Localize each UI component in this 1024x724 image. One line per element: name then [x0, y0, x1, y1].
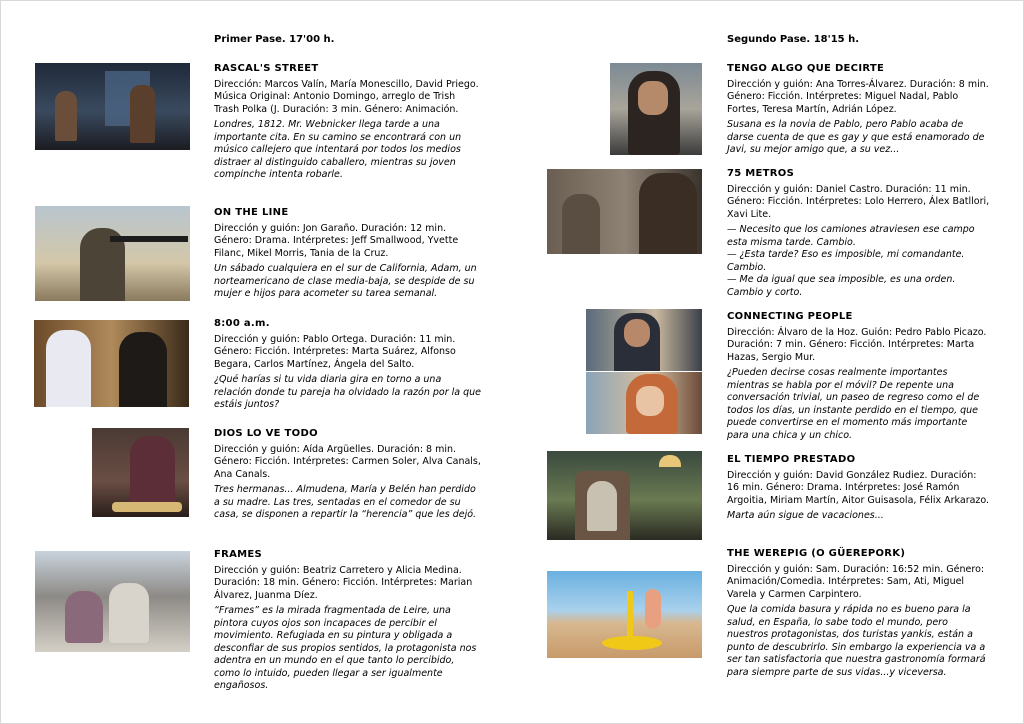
film-still-75-metros [547, 169, 702, 254]
film-synopsis: Marta aún sigue de vacaciones... [727, 510, 884, 521]
film-still-tengo-algo-que-decirte [610, 63, 702, 155]
session-1-title: Primer Pase. 17'00 h. [214, 34, 335, 45]
film-credits: Dirección y guión: Jon Garaño. Duración: 12 min. Género: Drama. Intérpretes: Jeff Smallwood, Yvette Filanc, Mikel Morris, Tania de la Cruz. [214, 222, 459, 259]
film-still-connecting-people-1 [586, 309, 702, 371]
film-frames [214, 549, 482, 693]
film-credits: Dirección: Marcos Valín, María Monescillo, David Priego. Música Original: Antonio Domingo, arreglo de Trish Trash Polka (J. Duración: 3 min. Género: Animación. [214, 78, 479, 115]
film-tengo-algo-que-decirte [727, 63, 991, 157]
film-synopsis: ¿Pueden decirse cosas realmente importantes mientras se habla por el móvil? De repente una conversación trivial, un paseo de regreso como el de todos los días, un instante perdido en el tiempo, que puede convertirse en el momento más importante para una chica y un chico. [727, 367, 980, 441]
film-credits: Dirección y guión: Beatriz Carretero y Alicia Medina. Duración: 18 min. Género: Ficción. Intérpretes: Marian Álvarez, Juanma Díez. [214, 564, 473, 601]
film-synopsis: Tres hermanas... Almudena, María y Belén han perdido a su madre. Las tres, sentadas en el comedor de su casa, se disponen a repartir la “herencia” que les dejó. [214, 484, 477, 520]
film-synopsis: Que la comida basura y rápida no es bueno para la salud, en España, lo sabe todo el mundo, pero nuestros protagonistas, dos turistas yankis, están a punto de descubrirlo. Sin embargo la experiencia va a ser tan satisfactoria que nuestra gastronomía formará para siempre parte de sus vidas...y viceversa. [727, 604, 986, 678]
film-el-tiempo-prestado [727, 454, 991, 523]
film-title: EL TIEMPO PRESTADO [727, 454, 856, 465]
film-credits: Dirección: Álvaro de la Hoz. Guión: Pedro Pablo Picazo. Duración: 7 min. Género: Ficción. Intérpretes: Marta Hazas, Sergio Mur. [727, 326, 987, 363]
film-synopsis: Londres, 1812. Mr. Webnicker llega tarde a una importante cita. En su camino se encontrará con un músico callejero que intentará por todos los medios distraer al distinguido caballero, mientras su joven compinche intenta robarle. [214, 119, 462, 180]
film-still-connecting-people-2 [586, 372, 702, 434]
film-rascals-street [214, 63, 482, 182]
film-credits: Dirección y guión: Pablo Ortega. Duración: 11 min. Género: Ficción. Intérpretes: Marta Suárez, Alfonso Begara, Carlos Martínez, Ángela del Salto. [214, 333, 456, 370]
film-still-the-werepig [547, 571, 702, 658]
film-8am [214, 318, 482, 412]
film-synopsis: Susana es la novia de Pablo, pero Pablo acaba de darse cuenta de que es gay y que está enamorado de Javi, su mejor amigo que, a su vez... [727, 119, 985, 155]
film-title: RASCAL'S STREET [214, 63, 319, 74]
film-still-frames [35, 551, 190, 652]
film-title: 75 METROS [727, 168, 795, 179]
film-title: DIOS LO VE TODO [214, 428, 318, 439]
film-synopsis: “Frames” es la mirada fragmentada de Leire, una pintora cuyos ojos son incapaces de percibir el movimiento. Refugiada en su pintura y obligada a desconfiar de sus propios sentidos, la protagonista nos adentra en un mundo en el que tanto lo percibido, como lo intuido, pueden llegar a ser igualmente engañosos. [214, 605, 477, 691]
film-still-dios-lo-ve-todo [92, 428, 189, 517]
film-synopsis: — Necesito que los camiones atraviesen ese campo esta misma tarde. Cambio. — ¿Esta tarde? Eso es imposible, mi comandante. Cambio. — Me da igual que sea imposible, es una orden. Cambio y corto. [727, 224, 975, 298]
film-still-el-tiempo-prestado [547, 451, 702, 540]
film-dios-lo-ve-todo [214, 428, 482, 522]
film-still-on-the-line [35, 206, 190, 301]
film-title: TENGO ALGO QUE DECIRTE [727, 63, 885, 74]
film-still-8am [34, 320, 189, 407]
film-title: ON THE LINE [214, 207, 289, 218]
film-on-the-line [214, 207, 482, 301]
film-credits: Dirección y guión: Daniel Castro. Duración: 11 min. Género: Ficción. Intérpretes: Lolo Herrero, Álex Batllori, Xavi Lite. [727, 183, 990, 220]
film-title: CONNECTING PEOPLE [727, 311, 853, 322]
session-2-title: Segundo Pase. 18'15 h. [727, 34, 860, 45]
film-still-rascals-street [35, 63, 190, 150]
film-title: THE WEREPIG (O GÜEREPORK) [727, 548, 906, 559]
film-credits: Dirección y guión: David González Rudiez. Duración: 16 min. Género: Drama. Intérpretes: José Ramón Argoitia, Miriam Martín, Aitor Guisasola, Félix Arkarazo. [727, 469, 990, 506]
film-connecting-people [727, 311, 991, 442]
film-the-werepig [727, 548, 991, 679]
film-synopsis: Un sábado cualquiera en el sur de California, Adam, un norteamericano de clase media-baja, se despide de su mujer e hijos para acometer su tarea semanal. [214, 263, 477, 299]
film-title: FRAMES [214, 549, 263, 560]
film-credits: Dirección y guión: Sam. Duración: 16:52 min. Género: Animación/Comedia. Intérpretes: Sam, Ati, Miguel Varela y Carmen Carpintero. [727, 563, 985, 600]
film-title: 8:00 a.m. [214, 318, 270, 329]
film-credits: Dirección y guión: Aída Argüelles. Duración: 8 min. Género: Ficción. Intérpretes: Carmen Soler, Alva Canals, Ana Canals. [214, 443, 481, 480]
film-synopsis: ¿Qué harías si tu vida diaria gira en torno a una relación donde tu pareja ha olvidado la razón por la que estáis juntos? [214, 374, 482, 410]
film-75-metros [727, 168, 991, 299]
film-credits: Dirección y guión: Ana Torres-Álvarez. Duración: 8 min. Género: Ficción. Intérpretes: Miguel Nadal, Pablo Fortes, Teresa Martín, Adrián López. [727, 78, 989, 115]
